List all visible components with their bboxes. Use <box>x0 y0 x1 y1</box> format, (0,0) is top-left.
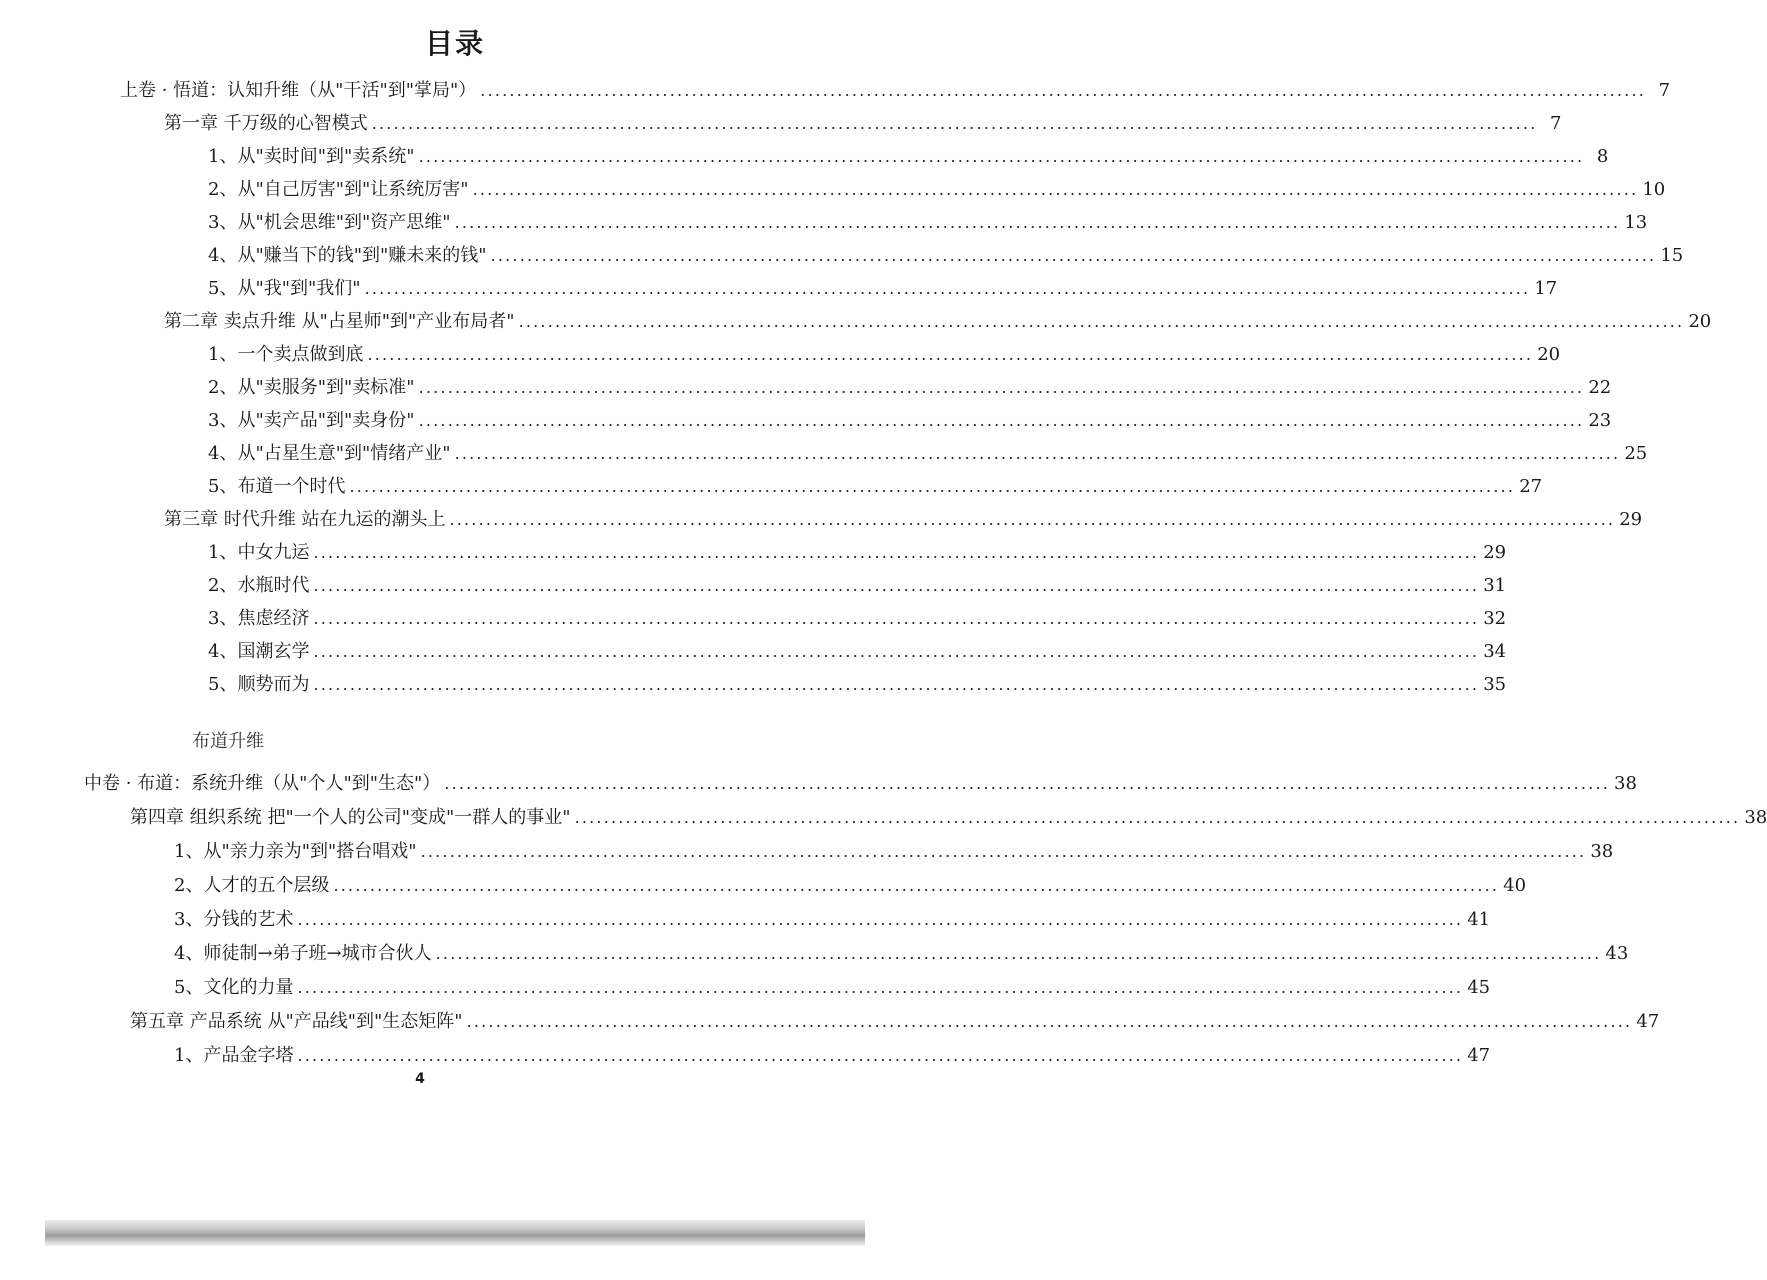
toc-entry-title: 4、师徒制→弟子班→城市合伙人 <box>174 943 432 964</box>
dot-leader <box>313 573 1479 599</box>
dot-leader <box>444 771 1610 797</box>
toc-entry-title: 3、从"卖产品"到"卖身份" <box>208 410 415 431</box>
toc-section-entry[interactable] <box>208 276 1558 302</box>
toc-section-entry[interactable] <box>208 342 1561 368</box>
toc-entry-page: 40 <box>1503 875 1527 896</box>
dot-leader <box>313 672 1479 698</box>
dot-leader <box>575 805 1741 831</box>
toc-section-entry[interactable] <box>174 941 1629 967</box>
toc-section-entry[interactable] <box>208 375 1612 401</box>
toc-entry-page: 38 <box>1744 807 1767 828</box>
page-title: 目录 <box>424 27 485 60</box>
toc-entry-page: 23 <box>1588 410 1612 431</box>
cropped-text-fragment <box>192 731 320 752</box>
toc-entry-page: 43 <box>1605 943 1629 964</box>
dot-leader <box>365 276 1531 302</box>
dot-leader <box>519 309 1685 335</box>
toc-entry-page: 45 <box>1467 977 1491 998</box>
toc-section-entry[interactable] <box>208 672 1507 698</box>
fragment-text: 布道升维 <box>192 731 264 752</box>
dot-leader <box>473 177 1639 203</box>
toc-section-entry[interactable] <box>208 606 1507 632</box>
toc-section-entry[interactable] <box>208 474 1543 500</box>
toc-entry-page: 20 <box>1688 311 1712 332</box>
toc-entry-title: 4、从"占星生意"到"情绪产业" <box>208 443 451 464</box>
toc-entry-page: 32 <box>1483 608 1507 629</box>
toc-section-entry[interactable] <box>208 441 1648 467</box>
toc-entry-page: 47 <box>1636 1011 1660 1032</box>
toc-entry-page: 34 <box>1483 641 1507 662</box>
toc-chapter-entry[interactable] <box>164 111 1562 137</box>
toc-entry-page: 13 <box>1624 212 1648 233</box>
toc-entry-title: 1、一个卖点做到底 <box>208 344 364 365</box>
toc-section-entry[interactable] <box>174 1043 1491 1069</box>
toc-entry-title: 第四章 组织系统 把"一个人的公司"变成"一群人的事业" <box>130 807 571 828</box>
toc-entry-title: 第一章 千万级的心智模式 <box>164 113 368 134</box>
dot-leader <box>349 474 1515 500</box>
dot-leader <box>419 375 1585 401</box>
toc-section-entry[interactable] <box>208 177 1666 203</box>
toc-entry-title: 3、分钱的艺术 <box>174 909 294 930</box>
toc-section-entry[interactable] <box>208 144 1609 170</box>
dot-leader <box>297 975 1463 1001</box>
toc-chapter-entry[interactable] <box>164 309 1712 335</box>
toc-entry-title: 第二章 卖点升维 从"占星师"到"产业布局者" <box>164 311 515 332</box>
toc-chapter-entry[interactable] <box>130 1009 1660 1035</box>
toc-section-entry[interactable] <box>174 873 1527 899</box>
toc-entry-title: 中卷 · 布道：系统升维（从"个人"到"生态"） <box>84 773 441 794</box>
toc-volume-entry[interactable] <box>120 78 1671 104</box>
toc-entry-title: 2、从"自己厉害"到"让系统厉害" <box>208 179 469 200</box>
dot-leader <box>491 243 1657 269</box>
dot-leader <box>372 111 1538 137</box>
toc-section-entry[interactable] <box>208 210 1648 236</box>
dot-leader <box>421 839 1587 865</box>
toc-entry-title: 1、中女九运 <box>208 542 310 563</box>
toc-chapter-entry[interactable] <box>164 507 1643 533</box>
toc-section-entry[interactable] <box>208 540 1507 566</box>
dot-leader <box>313 540 1479 566</box>
toc-section-entry[interactable] <box>208 243 1684 269</box>
toc-entry-page: 10 <box>1642 179 1666 200</box>
dot-leader <box>455 210 1621 236</box>
toc-entry-title: 4、从"赚当下的钱"到"赚未来的钱" <box>208 245 487 266</box>
toc-entry-title: 2、从"卖服务"到"卖标准" <box>208 377 415 398</box>
toc-entry-page: 7 <box>1550 113 1562 134</box>
toc-entry-title: 4、国潮玄学 <box>208 641 310 662</box>
toc-section-entry[interactable] <box>208 573 1507 599</box>
toc-section-entry[interactable] <box>174 975 1491 1001</box>
toc-section-entry[interactable] <box>174 839 1614 865</box>
dot-leader <box>313 606 1479 632</box>
dot-leader <box>436 941 1602 967</box>
toc-entry-page: 8 <box>1596 146 1609 167</box>
toc-entry-page: 29 <box>1483 542 1507 563</box>
toc-entry-page: 38 <box>1590 841 1614 862</box>
dot-leader <box>419 144 1585 170</box>
toc-entry-page: 38 <box>1614 773 1637 794</box>
dot-leader <box>313 639 1479 665</box>
toc-entry-page: 20 <box>1537 344 1561 365</box>
dot-leader <box>333 873 1499 899</box>
dot-leader <box>297 1043 1463 1069</box>
toc-entry-page: 47 <box>1467 1045 1491 1066</box>
page-footer-bar <box>45 1220 865 1246</box>
toc-entry-title: 3、从"机会思维"到"资产思维" <box>208 212 451 233</box>
toc-entry-title: 1、产品金字塔 <box>174 1045 294 1066</box>
toc-entry-title: 2、人才的五个层级 <box>174 875 330 896</box>
toc-entry-page: 35 <box>1483 674 1507 695</box>
toc-entry-title: 上卷 · 悟道：认知升维（从"干活"到"掌局"） <box>120 80 477 101</box>
toc-entry-page: 31 <box>1483 575 1507 596</box>
toc-entry-page: 25 <box>1624 443 1648 464</box>
toc-entry-title: 5、布道一个时代 <box>208 476 346 497</box>
page-number: 4 <box>415 1071 425 1087</box>
dot-leader <box>467 1009 1633 1035</box>
toc-entry-title: 第三章 时代升维 站在九运的潮头上 <box>164 509 446 530</box>
dot-leader <box>449 507 1615 533</box>
toc-entry-page: 22 <box>1588 377 1612 398</box>
toc-section-entry[interactable] <box>208 408 1612 434</box>
toc-entry-title: 1、从"卖时间"到"卖系统" <box>208 146 415 167</box>
toc-volume-entry[interactable] <box>84 771 1637 797</box>
dot-leader <box>455 441 1621 467</box>
toc-entry-title: 5、文化的力量 <box>174 977 294 998</box>
toc-entry-title: 2、水瓶时代 <box>208 575 310 596</box>
dot-leader <box>480 78 1646 104</box>
toc-entry-page: 27 <box>1519 476 1543 497</box>
toc-entry-title: 5、从"我"到"我们" <box>208 278 361 299</box>
toc-entry-title: 5、顺势而为 <box>208 674 310 695</box>
toc-section-entry[interactable] <box>208 639 1507 665</box>
toc-entry-page: 41 <box>1467 909 1491 930</box>
dot-leader <box>367 342 1533 368</box>
toc-section-entry[interactable] <box>174 907 1491 933</box>
dot-leader <box>419 408 1585 434</box>
toc-entry-page: 17 <box>1534 278 1558 299</box>
toc-entry-title: 3、焦虑经济 <box>208 608 310 629</box>
toc-entry-page: 15 <box>1660 245 1684 266</box>
toc-chapter-entry[interactable] <box>130 805 1767 831</box>
toc-entry-title: 第五章 产品系统 从"产品线"到"生态矩阵" <box>130 1011 463 1032</box>
toc-entry-page: 29 <box>1619 509 1643 530</box>
dot-leader <box>297 907 1463 933</box>
toc-entry-title: 1、从"亲力亲为"到"搭台唱戏" <box>174 841 417 862</box>
toc-entry-page: 7 <box>1658 80 1671 101</box>
